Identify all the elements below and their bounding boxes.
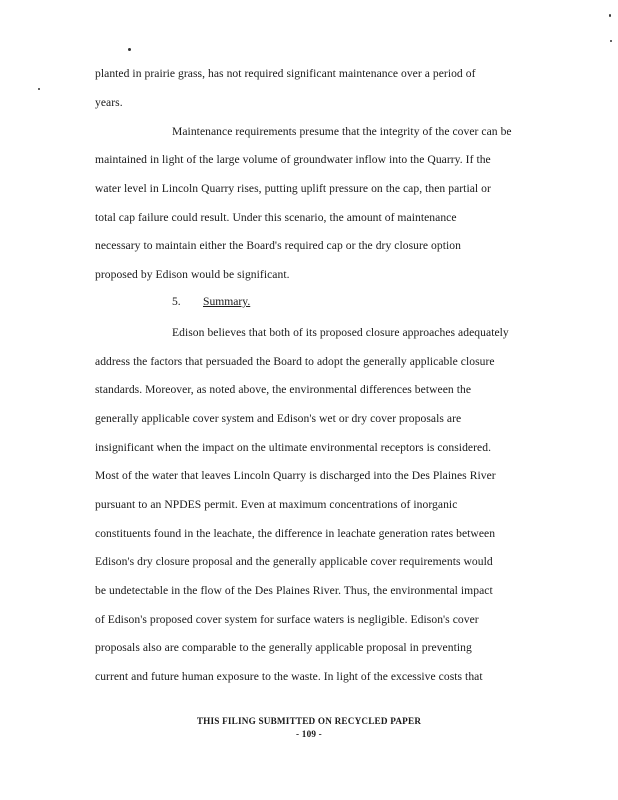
body-line: of Edison's proposed cover system for surface waters is negligible. Edison's cover [95,613,479,626]
scan-speck [38,88,40,90]
body-line: Edison's dry closure proposal and the generally applicable cover requirements would [95,555,493,568]
body-line: generally applicable cover system and Edison's wet or dry cover proposals are [95,412,462,425]
body-line: pursuant to an NPDES permit. Even at maximum concentrations of inorganic [95,498,458,511]
section-title: Summary. [203,295,251,308]
body-line: years. [95,96,123,109]
body-line: Most of the water that leaves Lincoln Quarry is discharged into the Des Plaines River [95,469,496,482]
body-line: water level in Lincoln Quarry rises, putting uplift pressure on the cap, then partial or [95,182,491,195]
scan-speck [610,40,612,42]
body-line: proposed by Edison would be significant. [95,268,290,281]
body-line: insignificant when the impact on the ultimate environmental receptors is considered. [95,441,492,454]
body-line: current and future human exposure to the waste. In light of the excessive costs that [95,670,483,683]
body-line: necessary to maintain either the Board's required cap or the dry closure option [95,239,461,252]
footer-notice: THIS FILING SUBMITTED ON RECYCLED PAPER [196,716,422,726]
page-number: - 109 - [296,729,322,739]
body-line: address the factors that persuaded the Board to adopt the generally applicable closure [95,355,495,368]
body-line: total cap failure could result. Under this scenario, the amount of maintenance [95,211,457,224]
body-line: Edison believes that both of its proposed closure approaches adequately [172,326,509,339]
body-line: be undetectable in the flow of the Des Plaines River. Thus, the environmental impact [95,584,493,597]
body-line: planted in prairie grass, has not required significant maintenance over a period of [95,67,476,80]
scan-speck [128,48,131,51]
body-line: maintained in light of the large volume of groundwater inflow into the Quarry. If the [95,153,491,166]
body-line: constituents found in the leachate, the difference in leachate generation rates between [95,527,496,540]
body-line: Maintenance requirements presume that the integrity of the cover can be [172,125,512,138]
section-number: 5. [172,295,181,308]
scan-speck [609,14,611,17]
body-line: proposals also are comparable to the generally applicable proposal in preventing [95,641,472,654]
body-line: standards. Moreover, as noted above, the environmental differences between the [95,383,472,396]
